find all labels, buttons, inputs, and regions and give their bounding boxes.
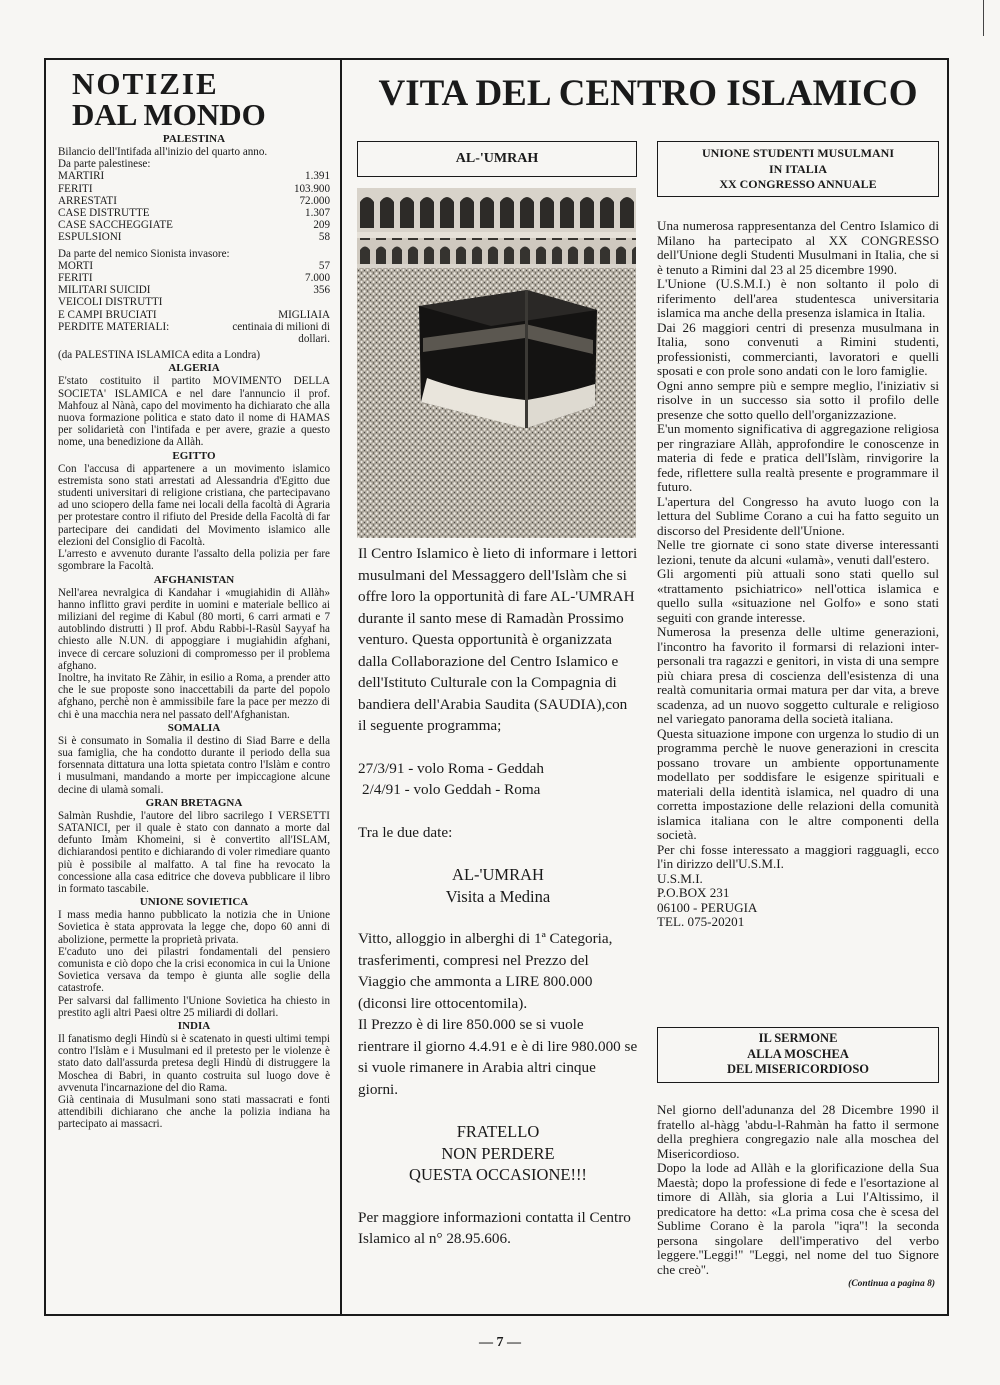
usmi-title-line-3: XX CONGRESSO ANNUALE	[719, 177, 877, 191]
urss-text-3: Per salvarsi dal fallimento l'Unione Sovietica ha chiesto in prestito agli altri Paesi oltre 25 miliardi di dollari.	[58, 994, 330, 1019]
stat-value: 7.000	[305, 272, 330, 285]
stat-row	[58, 284, 330, 296]
umrah-contact: Per maggiore informazioni contatta il Centro Islamico al n° 28.95.606.	[358, 1208, 631, 1247]
urss-text-2: E'caduto uno dei pilastri fondamentali del pensiero comunista e ciò dopo che la crisi economica in cui la Unione Sovietica versava da tempo è giunta alle soglie della catastrofe.	[58, 945, 330, 995]
stat-row	[58, 260, 330, 272]
umrah-between-dates: Tra le due date:	[358, 823, 453, 841]
stat-row	[58, 231, 330, 243]
stat-value: 103.900	[293, 182, 330, 195]
kaaba-photo-illustration	[357, 188, 636, 538]
umrah-flight-return: 2/4/91 - volo Geddah - Roma	[362, 781, 541, 798]
stat-row	[58, 309, 330, 321]
egitto-text-2: L'arresto e avvenuto durante l'assalto della polizia per fare sgombrare la Facoltà.	[58, 548, 330, 573]
usmi-para-2: L'Unione (U.S.M.I.) è non soltanto il polo di riferimento dell'area studentesca universitaria islamica ma anche della presenza islamica in Italia.	[657, 276, 939, 320]
stat-label: CASE DISTRUTTE	[58, 207, 150, 220]
usmi-address-2: P.O.BOX 231	[657, 885, 730, 900]
afghanistan-text-1: Nell'area nevralgica di Kandahar i «mugiahidin di Allàh» hanno inflitto gravi perdite in uomini e materiale bellico ai miliziani del regime di Kabul (80 morti, 6 carri armati e 7 autoblindo distrutti ) Il prof. Abdu Rabbi-l-Rasùl Sayyaf ha chiesto alle N.UN. di appoggiare i mugiahidin afghani, invece di cercare soluzioni di compromesso per il problema afghano.	[58, 586, 330, 672]
stat-label: FERITI	[58, 272, 93, 285]
afghanistan-text-2: Inoltre, ha invitato Re Zàhir, in esilio a Roma, a prender atto che le sue proposte sono inaccettabili da parte del popolo afghano, perchè non è ammissibile fare la pace per mezzo di chi è una macchia nera nel passato dell'Afghanistan.	[58, 671, 330, 721]
urss-text-1: I mass media hanno pubblicato la notizia che in Unione Sovietica è stata approvata la legge che, dopo 60 anni di abolizione, permette la proprietà privata.	[58, 909, 330, 946]
palestina-intro: Bilancio dell'Intifada all'inizio del quarto anno.	[58, 146, 268, 158]
palestina-stats-enemy	[58, 260, 330, 345]
umrah-column	[358, 543, 638, 1250]
section-heading-somalia: SOMALIA	[167, 721, 221, 734]
sermone-title-box	[657, 1027, 939, 1083]
stat-row	[58, 183, 330, 195]
usmi-para-9: Numerosa la presenza delle ultime generazioni, l'incontro ha favorito il formarsi di relazioni inter-personali tra ragazzi e genitori, in vista di una sempre più chiara presa di coscienza dell'esistenza di una realtà comunitaria ormai matura per dar vita, a breve scadenza, ad un nuovo soggetto culturale e religioso nel variegato panorama della società italiana.	[657, 624, 939, 726]
stat-row	[58, 195, 330, 207]
stat-label: MARTIRI	[58, 170, 105, 183]
usmi-title-box	[657, 141, 939, 197]
stat-row	[58, 170, 330, 182]
palestina-from-pal: Da parte palestinese:	[58, 158, 151, 171]
stat-value: 1.307	[305, 207, 330, 220]
umrah-title-box	[357, 141, 637, 177]
section-heading-gran-bretagna: GRAN BRETAGNA	[145, 796, 243, 809]
umrah-price-1: Vitto, alloggio in alberghi di 1ª Categoria, trasferimenti, compresi nel Prezzo del Viaggio che ammonta a LIRE 800.000 (diconsi lire ottocentomila).	[358, 930, 613, 1012]
sermone-column	[657, 1103, 939, 1292]
umrah-slogan-3: QUESTA OCCASIONE!!!	[409, 1165, 587, 1184]
usmi-phone: TEL. 075-20201	[657, 914, 745, 929]
sermone-title-line-1: IL SERMONE	[758, 1031, 838, 1045]
stat-label: E CAMPI BRUCIATI	[58, 308, 157, 321]
stat-value: 58	[318, 231, 330, 244]
notizie-column	[58, 68, 330, 1131]
stat-label: MORTI	[58, 259, 94, 272]
stat-row	[58, 272, 330, 284]
section-heading-afghanistan: AFGHANISTAN	[153, 573, 235, 586]
umrah-flight-outbound: 27/3/91 - volo Roma - Geddah	[358, 759, 545, 777]
section-heading-egitto: EGITTO	[172, 449, 216, 462]
usmi-column	[657, 219, 939, 930]
section-heading-unione-sovietica: UNIONE SOVIETICA	[139, 896, 249, 909]
somalia-text: Si è consumato in Somalia il destino di Siad Barre e della sua famiglia, che ha condotto durante il periodo della sua forsennata dittatura una lotta spietata contro l'Islàm e contro i musulmani, mandando a morte per impiccagione alcune decine di ulamà somali.	[58, 734, 330, 796]
umrah-price-2: Il Prezzo è di lire 850.000 se si vuole rientrare il giorno 4.4.91 e è di lire 980.000 se si vuole rimanere in Arabia altri cinque giorni.	[358, 1016, 638, 1098]
usmi-para-11: Per chi fosse interessato a maggiori ragguagli, ecco l'in dirizzo dell'U.S.M.I.	[657, 841, 939, 871]
notizie-title: NOTIZIE DAL MONDO	[72, 66, 266, 132]
umrah-center-line-2: Visita a Medina	[445, 886, 551, 906]
stat-value: 1.391	[305, 170, 330, 183]
stat-value: MIGLIAIA	[278, 308, 330, 321]
usmi-para-4: Ogni anno sempre più e sempre meglio, l'iniziativ si risolve in un successo sia sotto il profilo delle presenze che sotto quello dell'organizzazione.	[657, 377, 939, 422]
stat-value: 72.000	[299, 194, 330, 207]
stat-row	[58, 219, 330, 231]
stat-label: CASE SACCHEGGIATE	[58, 219, 173, 232]
usmi-para-7: Nelle tre giornate ci sono state diverse interessanti lezioni, tenute da alcuni «ulamà», venuti dall'estero.	[657, 537, 939, 567]
stat-label: FERITI	[58, 182, 93, 195]
stat-label: ARRESTATI	[58, 194, 117, 207]
usmi-para-1: Una numerosa rappresentanza del Centro Islamico di Milano ha partecipato al XX CONGRESSO dell'Unione degli Studenti Musulmani in Italia, che si è tenuto a Rimini dal 23 al 25 dicembre 1990.	[657, 218, 939, 277]
usmi-title-line-2: IN ITALIA	[768, 161, 828, 176]
sermone-para-1: Nel giorno dell'adunanza del 28 Dicembre 1990 il fratello al-hàgg 'abdu-l-Rahmàn ha fatto il sermone della preghiera congregazio nale alla moschea del Misericordioso.	[657, 1102, 939, 1161]
scan-edge-mark	[983, 0, 984, 36]
column-divider	[340, 58, 342, 1316]
main-title: VITA DEL CENTRO ISLAMICO	[378, 73, 918, 114]
stat-row	[58, 207, 330, 219]
stat-label: PERDITE MATERIALI:	[58, 320, 170, 333]
palestina-from-enemy: Da parte del nemico Sionista invasore:	[58, 247, 230, 260]
usmi-address-3: 06100 - PERUGIA	[657, 899, 758, 915]
palestina-source: (da PALESTINA ISLAMICA edita a Londra)	[58, 349, 261, 362]
umrah-center-line-1: AL-'UMRAH	[452, 865, 544, 884]
sermone-para-2: Dopo la lode ad Allàh e la glorificazione della Sua Maestà; dopo la professione di fede e l'esortazione al timore di Allàh, sia gloria a Lui l'Altissimo, il predicatore ha detto: «La prima cosa che è scesa del Sublime Corano è la parola ''iqra''! la seconda persona singolare dell'imperativo del verbo leggere.''Leggi!'' ''Leggi, nel nome del tuo Signore che creò''.	[657, 1160, 939, 1277]
usmi-para-10: Questa situazione impone con urgenza lo studio di un programma perchè le nuove generazioni in crescita possano trovare un ambiente opportunamente modellato per soddisfare le esigenze spirituali e materiali della identità islamica, nel quadro di una corretta impostazione delle relazioni della comunità islamica italiana con le altre componenti della società.	[657, 725, 939, 842]
umrah-slogan-2: NON PERDERE	[441, 1143, 555, 1163]
umrah-title: AL-'UMRAH	[455, 151, 539, 166]
sermone-title-line-2: ALLA MOSCHEA	[747, 1046, 849, 1061]
stat-value: centinaia di milioni di dollari.	[232, 320, 330, 346]
egitto-text-1: Con l'accusa di appartenere a un movimento islamico estremista sono stati arrestati ad Alessandria d'Egitto due studenti universitari di religione cristiana, che partecipavano ad uno sciopero della fame nei locali della facoltà di Agraria per protestare contro il rifiuto del Preside della Facoltà di far partecipare dei candidati del Movimento islamico alle elezioni del Consiglio di Facoltà.	[58, 462, 330, 548]
gran-bretagna-text: Salmàn Rushdie, l'autore del libro sacrilego I VERSETTI SATANICI, per il quale è stato con dannato a morte dal defunto Imàm Khomeini, si è convertito all'ISLAM, dichiarandosi pentito e dichiarando di voler rimediare quanto più è possibile al malfatto. A tal fine ha revocato la concessione alla casa editrice che doveva pubblicare il libro in formato tascabile.	[58, 809, 330, 895]
kaaba-photo	[357, 188, 636, 538]
stat-label: MILITARI SUICIDI	[58, 284, 151, 297]
usmi-para-3: Dai 26 maggiori centri di presenza musulmana in Italia, sono convenuti a Rimini studenti, professionisti, commercianti, lavoratori e quelli sposati e con prole sono andati con le loro famiglie.	[657, 319, 939, 378]
usmi-title-line-1: UNIONE STUDENTI MUSULMANI	[701, 146, 895, 160]
section-heading-algeria: ALGERIA	[168, 362, 220, 375]
stat-value: 356	[313, 284, 330, 297]
page-number: — 7 —	[479, 1335, 521, 1350]
usmi-para-5: E'un momento significativa di aggregazione religiosa per ringraziare Allàh, approfondire le conoscenze in materia di fede e pratica dell'Islàm, rinvigorire la fede, riflettere sulla realtà presente e programmare il futuro.	[657, 421, 939, 494]
umrah-slogan-1: FRATELLO	[456, 1122, 540, 1141]
usmi-address-1: U.S.M.I.	[657, 870, 703, 886]
india-text-2: Già centinaia di Musulmani sono stati massacrati e fonti attendibili dichiarano che anche la polizia indiana ha partecipato ai massacri.	[58, 1094, 330, 1131]
sermone-title-line-3: DEL MISERICORDIOSO	[726, 1062, 870, 1076]
section-heading-palestina: PALESTINA	[162, 133, 226, 145]
palestina-stats-palestinian	[58, 170, 330, 243]
section-heading-india: INDIA	[177, 1020, 211, 1032]
stat-row	[58, 296, 330, 308]
usmi-para-6: L'apertura del Congresso ha avuto luogo con la lettura del Sublime Corano a cui ha fatto seguito un discorso del Presidente dell'Unione.	[657, 493, 939, 538]
india-text-1: Il fanatismo degli Hindù si è scatenato in questi ultimi tempi contro l'Islàm e i Musulmani ed il pretesto per le violenze è stato dato dall'assurda pretesa degli Hindù di distruggere la Moschea di Babri, in quanto costruita sul luogo dove è avvenuta l'incarnazione del dio Rama.	[58, 1033, 330, 1094]
algeria-text: E'stato costituito il partito MOVIMENTO DELLA SOCIETA' ISLAMICA e nel dare l'annuncio il prof. Mahfouz al Nànà, capo del movimento ha dichiarato che alla nuova formazione politica e stato dato il nome di HAMAS per solidarietà con l'intifada e per avere, grazie a questo nome, una benedizione da Allàh.	[58, 375, 330, 449]
continua-note: (Continua a pagina 8)	[848, 1279, 935, 1289]
usmi-para-8: Gli argomenti più attuali sono stati quello sul «trattamento psichiatrico» nell'ottica islamica e quello sulla «situazione nel Golfo» e sono stati seguiti con grande interesse.	[657, 566, 939, 625]
umrah-intro: Il Centro Islamico è lieto di informare i lettori musulmani del Messaggero dell'Islàm che si offre loro la opportunità di fare AL-'UMRAH durante il santo mese di Ramadàn Prossimo venturo. Questa opportunità è organizzata dalla Collaborazione del Centro Islamico e dell'Istituto Culturale con la Compagnia di bandiera dell'Arabia Saudita (SAUDIA),con il seguente programma;	[358, 545, 638, 734]
stat-row	[58, 321, 330, 345]
stat-label: VEICOLI DISTRUTTI	[58, 296, 163, 309]
stat-value: 57	[318, 259, 330, 272]
stat-label: ESPULSIONI	[58, 231, 122, 244]
stat-value: 209	[313, 219, 330, 232]
